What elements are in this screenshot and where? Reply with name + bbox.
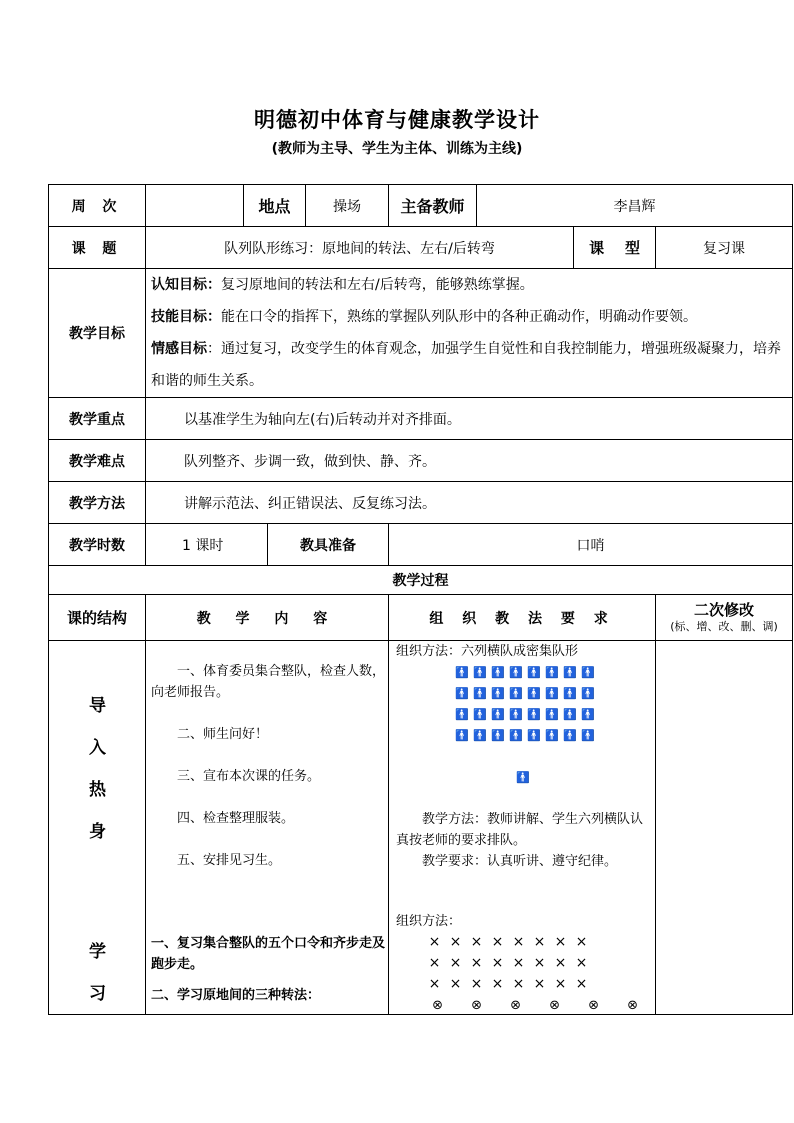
teacher-icon: 🚹 [516, 771, 530, 784]
col-revision [656, 595, 793, 641]
stage2-char: 习 [89, 984, 106, 1004]
person-icon: 🚹 [473, 666, 487, 679]
info-row [49, 185, 793, 227]
formation-row [453, 662, 652, 683]
person-icon: 🚹 [545, 729, 559, 742]
stage2-org [396, 911, 652, 1016]
o-mark: ⊗ [627, 998, 638, 1013]
topic-label: 课 题 [49, 227, 146, 269]
person-icon: 🚹 [527, 729, 541, 742]
stage1-org [396, 641, 652, 872]
type-value: 复习课 [656, 227, 793, 269]
revision-cell [656, 641, 793, 1015]
x-formation-row [424, 953, 652, 974]
person-icon: 🚹 [527, 687, 541, 700]
x-formation-grid [396, 932, 652, 995]
stage2-org-title: 组织方法： [396, 914, 462, 929]
x-mark: × [428, 955, 441, 971]
week-value [146, 185, 244, 227]
stage1-item: 一、体育委员集合整队，检查人数，向老师报告。 [151, 664, 386, 700]
revision-title: 二次修改 [694, 600, 755, 619]
person-icon: 🚹 [509, 708, 523, 721]
person-icon: 🚹 [509, 687, 523, 700]
difficulty-text: 队列整齐、步调一致，做到快、静、齐。 [146, 440, 793, 482]
process-header-row [49, 595, 793, 641]
person-icon: 🚹 [545, 708, 559, 721]
col-content: 教 学 内 容 [146, 595, 389, 641]
method-text: 讲解示范法、纠正错误法、反复练习法。 [146, 482, 793, 524]
person-icon: 🚹 [455, 708, 469, 721]
x-mark: × [575, 934, 588, 950]
x-mark: × [512, 955, 525, 971]
o-mark: ⊗ [471, 998, 482, 1013]
equip-value: 口哨 [389, 524, 793, 566]
x-mark: × [491, 934, 504, 950]
method-row [49, 482, 793, 524]
person-icon: 🚹 [563, 687, 577, 700]
formation-row [453, 704, 652, 725]
stage1-org-title: 组织方法：六列横队成密集队形 [396, 644, 579, 659]
stage1-chars [49, 685, 146, 853]
emotion-label: 情感目标 [151, 341, 207, 357]
difficulty-row [49, 440, 793, 482]
key-point-text: 以基准学生为轴向左(右)后转动并对齐排面。 [146, 398, 793, 440]
person-icon: 🚹 [545, 687, 559, 700]
formation-row [453, 683, 652, 704]
person-icon: 🚹 [455, 729, 469, 742]
x-mark: × [575, 976, 588, 992]
person-icon: 🚹 [509, 729, 523, 742]
type-label: 课 型 [574, 227, 656, 269]
page-subtitle: (教师为主导、学生为主体、训练为主线) [271, 141, 523, 157]
cognitive-text: 复习原地间的转法和左右/后转弯，能够熟练掌握。 [221, 277, 534, 293]
stage1-item: 二、师生问好！ [177, 727, 269, 742]
x-mark: × [428, 976, 441, 992]
equip-label: 教具准备 [268, 524, 389, 566]
teacher-position [396, 767, 652, 788]
x-mark: × [554, 934, 567, 950]
person-icon: 🚹 [563, 729, 577, 742]
x-mark: × [491, 976, 504, 992]
place-label: 地点 [244, 185, 306, 227]
stage1-char: 导 [89, 696, 106, 716]
method-label: 教学方法 [49, 482, 146, 524]
person-icon: 🚹 [563, 708, 577, 721]
teacher-value: 李昌辉 [477, 185, 793, 227]
stage1-item: 五、安排见习生。 [177, 853, 282, 868]
teacher-label: 主备教师 [389, 185, 477, 227]
hours-label: 教学时数 [49, 524, 146, 566]
process-title: 教学过程 [49, 566, 793, 595]
x-mark: × [449, 934, 462, 950]
x-mark: × [470, 976, 483, 992]
o-mark: ⊗ [549, 998, 560, 1013]
goals-content [146, 269, 793, 398]
hours-value: 1 课时 [146, 524, 268, 566]
stage1-char: 身 [89, 822, 106, 842]
person-icon: 🚹 [455, 666, 469, 679]
difficulty-label: 教学难点 [49, 440, 146, 482]
x-mark: × [428, 934, 441, 950]
x-mark: × [533, 955, 546, 971]
stage1-item: 三、宣布本次课的任务。 [177, 769, 321, 784]
person-icon: 🚹 [509, 666, 523, 679]
week-label: 周 次 [49, 185, 146, 227]
cognitive-label: 认知目标： [151, 277, 221, 293]
stage1-require-text: 教学要求：认真听讲、遵守纪律。 [422, 854, 618, 869]
x-mark: × [491, 955, 504, 971]
person-icon: 🚹 [581, 666, 595, 679]
topic-value: 队列队形练习：原地间的转法、左右/后转弯 [146, 227, 574, 269]
x-mark: × [470, 955, 483, 971]
stage1-char: 入 [89, 738, 106, 758]
skill-text: 能在口令的指挥下，熟练的掌握队列队形中的各种正确动作，明确动作要领。 [221, 309, 697, 325]
structure-cell [49, 641, 146, 1015]
x-mark: × [512, 934, 525, 950]
x-mark: × [512, 976, 525, 992]
person-icon: 🚹 [455, 687, 469, 700]
page-title: 明德初中体育与健康教学设计 [254, 108, 540, 132]
goals-label: 教学目标 [49, 269, 146, 398]
person-icon: 🚹 [581, 708, 595, 721]
person-icon: 🚹 [473, 729, 487, 742]
revision-subtitle: (标、增、改、删、调) [670, 619, 778, 633]
x-mark: × [533, 976, 546, 992]
goals-row [49, 269, 793, 398]
person-icon: 🚹 [527, 666, 541, 679]
lesson-plan-table [48, 184, 793, 1015]
person-icon: 🚹 [545, 666, 559, 679]
o-mark: ⊗ [432, 998, 443, 1013]
stage2-item: 一、复习集合整队的五个口令和齐步走及跑步走。 [151, 936, 386, 972]
formation-grid [396, 662, 652, 746]
stage2-item: 二、学习原地间的三种转法： [151, 988, 321, 1003]
emotion-text: ：通过复习，改变学生的体育观念，加强学生自觉性和自我控制能力，增强班级凝聚力，培养和谐的师生关系。 [151, 341, 781, 389]
skill-label: 技能目标： [151, 309, 221, 325]
x-mark: × [449, 955, 462, 971]
stage2-items [151, 933, 385, 1006]
x-mark: × [554, 976, 567, 992]
x-mark: × [575, 955, 588, 971]
x-mark: × [470, 934, 483, 950]
person-icon: 🚹 [527, 708, 541, 721]
stage1-method-text: 教学方法：教师讲解、学生六列横队认真按老师的要求排队。 [396, 812, 644, 848]
person-icon: 🚹 [581, 687, 595, 700]
place-value: 操场 [306, 185, 389, 227]
o-mark: ⊗ [510, 998, 521, 1013]
content-cell [146, 641, 389, 1015]
stage1-char: 热 [89, 780, 106, 800]
hours-row [49, 524, 793, 566]
person-icon: 🚹 [491, 687, 505, 700]
x-formation-row [424, 932, 652, 953]
stage2-chars [49, 931, 146, 1015]
person-icon: 🚹 [581, 729, 595, 742]
x-mark: × [533, 934, 546, 950]
stage2-char: 学 [89, 942, 106, 962]
o-formation-row [396, 995, 652, 1016]
col-structure: 课的结构 [49, 595, 146, 641]
process-title-row [49, 566, 793, 595]
person-icon: 🚹 [491, 729, 505, 742]
org-cell [389, 641, 656, 1015]
x-mark: × [554, 955, 567, 971]
person-icon: 🚹 [491, 666, 505, 679]
o-mark: ⊗ [588, 998, 599, 1013]
person-icon: 🚹 [473, 687, 487, 700]
process-body-row [49, 641, 793, 1015]
stage1-item: 四、检查整理服装。 [177, 811, 295, 826]
x-mark: × [449, 976, 462, 992]
person-icon: 🚹 [563, 666, 577, 679]
topic-row [49, 227, 793, 269]
key-point-row [49, 398, 793, 440]
col-org: 组 织 教 法 要 求 [389, 595, 656, 641]
person-icon: 🚹 [473, 708, 487, 721]
x-formation-row [424, 974, 652, 995]
key-point-label: 教学重点 [49, 398, 146, 440]
person-icon: 🚹 [491, 708, 505, 721]
stage1-items [151, 661, 385, 871]
formation-row [453, 725, 652, 746]
